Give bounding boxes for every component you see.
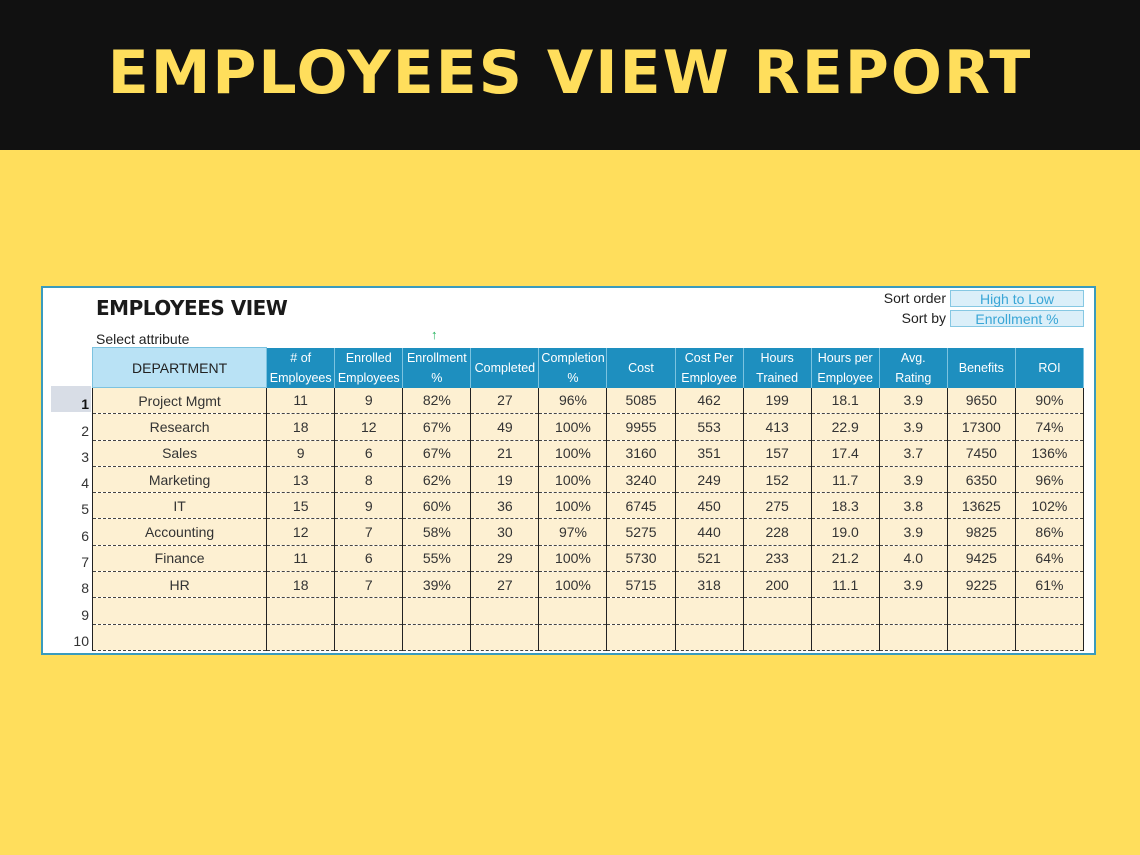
table-cell[interactable]: 15 — [267, 493, 335, 519]
department-cell[interactable]: Sales — [93, 440, 267, 466]
table-cell[interactable]: 60% — [403, 493, 471, 519]
table-cell[interactable]: 3160 — [607, 440, 675, 466]
table-cell[interactable]: 100% — [539, 466, 607, 492]
table-cell[interactable]: 82% — [403, 388, 471, 414]
table-cell[interactable] — [335, 624, 403, 650]
column-header-line1: Hours per — [817, 350, 873, 365]
table-cell[interactable]: 11.7 — [811, 466, 879, 492]
table-row — [93, 493, 1084, 519]
table-cell[interactable]: 19 — [471, 466, 539, 492]
table-cell[interactable] — [607, 624, 675, 650]
table-cell[interactable] — [879, 598, 947, 624]
table-cell[interactable] — [743, 598, 811, 624]
table-cell[interactable]: 3.9 — [879, 414, 947, 440]
department-cell[interactable]: Research — [93, 414, 267, 440]
table-cell[interactable]: 6350 — [947, 466, 1015, 492]
table-cell[interactable] — [607, 598, 675, 624]
row-number[interactable]: 10 — [73, 632, 89, 649]
sort-by-dropdown[interactable]: Enrollment % — [950, 310, 1084, 327]
table-row — [93, 466, 1084, 492]
table-row — [93, 598, 1084, 624]
table-cell[interactable]: 3.8 — [879, 493, 947, 519]
table-cell[interactable]: 64% — [1015, 545, 1083, 571]
table-cell[interactable]: 3240 — [607, 466, 675, 492]
column-header[interactable] — [539, 348, 607, 388]
column-header[interactable] — [811, 348, 879, 388]
table-cell[interactable]: 13 — [267, 466, 335, 492]
table-cell[interactable]: 7450 — [947, 440, 1015, 466]
sheet-title: EMPLOYEES VIEW — [96, 296, 288, 320]
table-cell[interactable]: 30 — [471, 519, 539, 545]
table-cell[interactable]: 553 — [675, 414, 743, 440]
table-cell[interactable]: 351 — [675, 440, 743, 466]
column-header[interactable] — [607, 348, 675, 388]
table-cell[interactable] — [947, 624, 1015, 650]
table-row — [93, 440, 1084, 466]
table-cell[interactable]: 12 — [335, 414, 403, 440]
department-cell[interactable]: Accounting — [93, 519, 267, 545]
column-header-line1: DEPARTMENT — [132, 359, 228, 376]
table-cell[interactable]: 9425 — [947, 545, 1015, 571]
table-cell[interactable]: 13625 — [947, 493, 1015, 519]
table-cell[interactable] — [1015, 598, 1083, 624]
table-cell[interactable]: 5275 — [607, 519, 675, 545]
table-cell[interactable]: 74% — [1015, 414, 1083, 440]
table-header-row — [93, 348, 1084, 388]
table-cell[interactable]: 11.1 — [811, 572, 879, 598]
employees-table — [92, 347, 1084, 651]
table-cell[interactable]: 450 — [675, 493, 743, 519]
table-cell[interactable]: 29 — [471, 545, 539, 571]
table-cell[interactable]: 275 — [743, 493, 811, 519]
table-cell[interactable]: 58% — [403, 519, 471, 545]
table-cell[interactable]: 7 — [335, 519, 403, 545]
table-cell[interactable]: 100% — [539, 572, 607, 598]
table-cell[interactable]: 3.9 — [879, 388, 947, 414]
report-banner — [0, 0, 1140, 150]
column-header-line1: Hours — [760, 350, 794, 365]
banner-title: EMPLOYEES VIEW REPORT — [107, 38, 1033, 108]
department-cell[interactable] — [93, 598, 267, 624]
table-cell[interactable]: 521 — [675, 545, 743, 571]
row-number[interactable]: 1 — [51, 386, 91, 412]
row-number[interactable]: 6 — [81, 527, 89, 544]
department-cell[interactable]: IT — [93, 493, 267, 519]
table-cell[interactable]: 100% — [539, 545, 607, 571]
arrow-up-icon: ↑ — [431, 327, 438, 342]
table-cell[interactable]: 21.2 — [811, 545, 879, 571]
table-cell[interactable] — [471, 624, 539, 650]
row-number[interactable]: 3 — [81, 448, 89, 465]
table-cell[interactable]: 18.3 — [811, 493, 879, 519]
column-header-line2: Employee — [681, 370, 737, 385]
table-cell[interactable]: 5730 — [607, 545, 675, 571]
column-header-line2: Employees — [269, 370, 332, 385]
column-header-line2: % — [431, 370, 443, 385]
table-cell[interactable] — [267, 598, 335, 624]
row-number[interactable]: 4 — [81, 475, 89, 492]
table-cell[interactable]: 3.9 — [879, 519, 947, 545]
column-header-line2: % — [567, 370, 579, 385]
table-cell[interactable]: 86% — [1015, 519, 1083, 545]
table-cell[interactable]: 152 — [743, 466, 811, 492]
table-cell[interactable]: 3.9 — [879, 466, 947, 492]
row-number[interactable]: 8 — [81, 580, 89, 597]
table-row — [93, 545, 1084, 571]
table-cell[interactable]: 9225 — [947, 572, 1015, 598]
table-cell[interactable]: 6745 — [607, 493, 675, 519]
table-cell[interactable] — [947, 598, 1015, 624]
column-header-line1: Enrollment — [406, 350, 467, 365]
column-header[interactable] — [947, 348, 1015, 388]
table-row — [93, 388, 1084, 414]
table-cell[interactable]: 19.0 — [811, 519, 879, 545]
table-cell[interactable]: 102% — [1015, 493, 1083, 519]
row-number-column — [51, 386, 91, 649]
column-header-department[interactable] — [93, 348, 267, 388]
table-cell[interactable]: 67% — [403, 414, 471, 440]
table-cell[interactable]: 233 — [743, 545, 811, 571]
table-cell[interactable]: 200 — [743, 572, 811, 598]
table-cell[interactable] — [335, 598, 403, 624]
table-cell[interactable]: 199 — [743, 388, 811, 414]
column-header[interactable] — [1015, 348, 1083, 388]
column-header-line1: Benefits — [958, 360, 1004, 375]
column-header[interactable] — [403, 348, 471, 388]
department-cell[interactable]: HR — [93, 572, 267, 598]
select-attribute-label: Select attribute — [96, 331, 190, 347]
column-header[interactable] — [879, 348, 947, 388]
table-cell[interactable] — [403, 624, 471, 650]
employees-view-sheet — [41, 286, 1096, 655]
table-cell[interactable] — [811, 598, 879, 624]
table-cell[interactable] — [1015, 624, 1083, 650]
table-cell[interactable]: 18 — [267, 414, 335, 440]
table-cell[interactable]: 9 — [335, 493, 403, 519]
column-header-line2: Employee — [817, 370, 873, 385]
column-header-line1: # of — [290, 350, 312, 365]
column-header[interactable] — [335, 348, 403, 388]
row-number[interactable]: 2 — [81, 422, 89, 439]
table-cell[interactable]: 61% — [1015, 572, 1083, 598]
column-header-line2: Trained — [756, 370, 799, 385]
table-cell[interactable] — [675, 624, 743, 650]
table-cell[interactable]: 462 — [675, 388, 743, 414]
table-cell[interactable]: 12 — [267, 519, 335, 545]
table-cell[interactable]: 39% — [403, 572, 471, 598]
table-cell[interactable]: 9 — [267, 440, 335, 466]
table-cell[interactable] — [471, 598, 539, 624]
sort-order-dropdown[interactable]: High to Low — [950, 290, 1084, 307]
table-cell[interactable]: 62% — [403, 466, 471, 492]
table-cell[interactable]: 90% — [1015, 388, 1083, 414]
table-cell[interactable]: 27 — [471, 388, 539, 414]
table-cell[interactable]: 11 — [267, 388, 335, 414]
table-cell[interactable]: 3.7 — [879, 440, 947, 466]
table-cell[interactable]: 440 — [675, 519, 743, 545]
row-number[interactable]: 9 — [81, 606, 89, 623]
row-number[interactable]: 7 — [81, 554, 89, 571]
column-header-line1: Completed — [474, 360, 536, 375]
table-cell[interactable]: 100% — [539, 440, 607, 466]
column-header-line1: Completion — [541, 350, 605, 365]
table-cell[interactable]: 5085 — [607, 388, 675, 414]
table-cell[interactable]: 9955 — [607, 414, 675, 440]
table-cell[interactable] — [267, 624, 335, 650]
table-row — [93, 624, 1084, 650]
department-cell[interactable]: Finance — [93, 545, 267, 571]
table-cell[interactable]: 6 — [335, 440, 403, 466]
column-header[interactable] — [743, 348, 811, 388]
table-cell[interactable]: 96% — [539, 388, 607, 414]
table-cell[interactable]: 55% — [403, 545, 471, 571]
table-cell[interactable]: 96% — [1015, 466, 1083, 492]
table-row — [93, 519, 1084, 545]
table-cell[interactable]: 100% — [539, 493, 607, 519]
table-cell[interactable]: 17300 — [947, 414, 1015, 440]
column-header-line1: Enrolled — [345, 350, 392, 365]
table-cell[interactable]: 9650 — [947, 388, 1015, 414]
column-header-line1: ROI — [1038, 360, 1061, 375]
table-row — [93, 414, 1084, 440]
table-cell[interactable]: 67% — [403, 440, 471, 466]
table-cell[interactable] — [879, 624, 947, 650]
column-header[interactable] — [267, 348, 335, 388]
table-cell[interactable]: 21 — [471, 440, 539, 466]
table-cell[interactable]: 27 — [471, 572, 539, 598]
row-number[interactable]: 5 — [81, 501, 89, 518]
table-cell[interactable]: 100% — [539, 414, 607, 440]
table-cell[interactable]: 228 — [743, 519, 811, 545]
table-cell[interactable]: 4.0 — [879, 545, 947, 571]
column-header-line2: Employees — [337, 370, 400, 385]
table-cell[interactable]: 7 — [335, 572, 403, 598]
column-header-line1: Cost Per — [684, 350, 734, 365]
table-cell[interactable]: 11 — [267, 545, 335, 571]
sort-order-label: Sort order — [883, 290, 946, 306]
table-cell[interactable]: 6 — [335, 545, 403, 571]
sort-by-label: Sort by — [901, 310, 946, 326]
table-cell[interactable]: 3.9 — [879, 572, 947, 598]
table-cell[interactable]: 318 — [675, 572, 743, 598]
department-cell[interactable]: Project Mgmt — [93, 388, 267, 414]
department-cell[interactable] — [93, 624, 267, 650]
column-header-line1: Cost — [628, 360, 654, 375]
table-cell[interactable] — [675, 598, 743, 624]
table-cell[interactable]: 18 — [267, 572, 335, 598]
table-cell[interactable] — [743, 624, 811, 650]
table-cell[interactable]: 18.1 — [811, 388, 879, 414]
table-cell[interactable]: 22.9 — [811, 414, 879, 440]
table-cell[interactable]: 136% — [1015, 440, 1083, 466]
column-header-line1: Avg. Rating — [895, 350, 932, 385]
table-cell[interactable] — [539, 598, 607, 624]
table-cell[interactable]: 413 — [743, 414, 811, 440]
table-cell[interactable] — [403, 598, 471, 624]
table-cell[interactable]: 97% — [539, 519, 607, 545]
column-header[interactable] — [471, 348, 539, 388]
department-cell[interactable]: Marketing — [93, 466, 267, 492]
table-cell[interactable]: 249 — [675, 466, 743, 492]
table-cell[interactable]: 9825 — [947, 519, 1015, 545]
table-cell[interactable]: 8 — [335, 466, 403, 492]
table-cell[interactable]: 157 — [743, 440, 811, 466]
table-cell[interactable]: 9 — [335, 388, 403, 414]
table-cell[interactable]: 36 — [471, 493, 539, 519]
table-cell[interactable]: 5715 — [607, 572, 675, 598]
column-header[interactable] — [675, 348, 743, 388]
table-row — [93, 572, 1084, 598]
table-cell[interactable]: 49 — [471, 414, 539, 440]
table-cell[interactable] — [539, 624, 607, 650]
table-cell[interactable]: 17.4 — [811, 440, 879, 466]
table-cell[interactable] — [811, 624, 879, 650]
